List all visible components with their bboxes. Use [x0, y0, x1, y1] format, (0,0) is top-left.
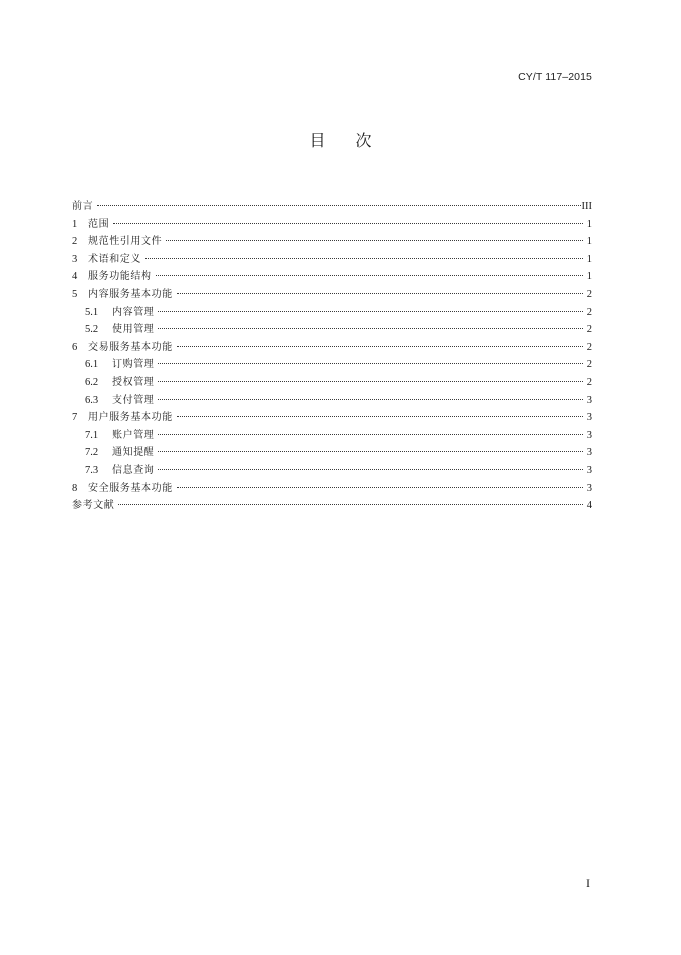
toc-entry-page: 3: [586, 429, 592, 441]
toc-entry[interactable]: [72, 339, 592, 357]
toc-entry-number: 2: [72, 236, 78, 248]
toc-entry-title: 信息查询: [112, 464, 155, 476]
toc-entry-page: 1: [586, 271, 592, 283]
toc-entry-title: 账户管理: [112, 429, 155, 441]
toc-entry[interactable]: [72, 356, 592, 374]
toc-entry-page: 4: [586, 500, 592, 512]
toc-dot-leader: [177, 293, 583, 294]
toc-entry-title: 内容管理: [112, 306, 155, 318]
toc-entry-title: 规范性引用文件: [88, 236, 163, 248]
toc-entry-title: 安全服务基本功能: [88, 482, 173, 494]
toc-entry-page: 2: [586, 288, 592, 300]
toc-dot-leader: [177, 346, 583, 347]
toc-entry-number: 7: [72, 412, 78, 424]
toc-entry-number: 5.2: [85, 324, 99, 336]
toc-dot-leader: [158, 451, 583, 452]
toc-entry-page: 1: [586, 253, 592, 265]
toc-dot-leader: [158, 434, 583, 435]
toc-entry-page: 3: [586, 394, 592, 406]
toc-entry[interactable]: [72, 251, 592, 269]
toc-entry[interactable]: [72, 409, 592, 427]
toc-entry-number: 6.3: [85, 394, 99, 406]
toc-dot-leader: [158, 328, 583, 329]
page-number: I: [586, 876, 590, 890]
toc-entry[interactable]: [72, 198, 592, 216]
toc-entry-number: 6.1: [85, 359, 99, 371]
toc-dot-leader: [177, 416, 583, 417]
toc-entry-number: 7.1: [85, 429, 99, 441]
toc-entry[interactable]: [72, 321, 592, 339]
toc-entry[interactable]: [72, 268, 592, 286]
toc-entry-title: 范围: [88, 218, 110, 230]
table-of-contents: [72, 198, 592, 515]
toc-dot-leader: [113, 223, 583, 224]
toc-entry-page: 3: [586, 447, 592, 459]
toc-entry-number: 6.2: [85, 376, 99, 388]
toc-entry[interactable]: [72, 462, 592, 480]
toc-title-char-1: 目: [309, 131, 326, 150]
toc-entry-number: 3: [72, 253, 78, 265]
toc-dot-leader: [97, 205, 580, 206]
toc-entry[interactable]: [72, 304, 592, 322]
toc-dot-leader: [158, 469, 583, 470]
toc-entry[interactable]: [72, 233, 592, 251]
toc-entry[interactable]: [72, 427, 592, 445]
toc-dot-leader: [158, 381, 583, 382]
toc-entry-number: 7.2: [85, 447, 99, 459]
toc-entry[interactable]: [72, 497, 592, 515]
toc-entry-number: 4: [72, 271, 78, 283]
toc-entry-page: III: [581, 201, 592, 212]
toc-dot-leader: [158, 399, 583, 400]
toc-entry-page: 2: [586, 324, 592, 336]
toc-entry-page: 1: [586, 236, 592, 248]
toc-entry-page: 3: [586, 482, 592, 494]
toc-entry-number: 6: [72, 341, 78, 353]
toc-dot-leader: [158, 363, 583, 364]
toc-dot-leader: [145, 258, 583, 259]
toc-entry-title: 术语和定义: [88, 253, 141, 265]
toc-title: [0, 128, 681, 151]
toc-entry-number: 8: [72, 482, 78, 494]
toc-entry[interactable]: [72, 480, 592, 498]
toc-entry-number: 5: [72, 288, 78, 300]
toc-entry-title: 用户服务基本功能: [88, 412, 173, 424]
toc-entry-title: 前言: [72, 201, 94, 212]
toc-entry-number: 5.1: [85, 306, 99, 318]
toc-entry[interactable]: [72, 286, 592, 304]
toc-entry-title: 交易服务基本功能: [88, 341, 173, 353]
toc-entry-title: 订购管理: [112, 359, 155, 371]
toc-entry-title: 服务功能结构: [88, 271, 152, 283]
toc-entry-number: 1: [72, 218, 78, 230]
toc-entry-page: 2: [586, 376, 592, 388]
toc-dot-leader: [166, 240, 583, 241]
toc-entry[interactable]: [72, 374, 592, 392]
toc-entry[interactable]: [72, 444, 592, 462]
toc-entry-page: 3: [586, 464, 592, 476]
toc-entry-title: 授权管理: [112, 376, 155, 388]
toc-entry-title: 支付管理: [112, 394, 155, 406]
toc-entry-title: 使用管理: [112, 324, 155, 336]
toc-title-char-2: 次: [355, 131, 372, 150]
toc-entry-page: 2: [586, 306, 592, 318]
toc-entry[interactable]: [72, 216, 592, 234]
toc-entry[interactable]: [72, 392, 592, 410]
toc-entry-page: 2: [586, 359, 592, 371]
toc-dot-leader: [177, 487, 583, 488]
toc-entry-title: 参考文献: [72, 500, 115, 512]
toc-entry-number: 7.3: [85, 464, 99, 476]
toc-dot-leader: [156, 275, 583, 276]
toc-entry-page: 1: [586, 218, 592, 230]
toc-entry-page: 3: [586, 412, 592, 424]
toc-dot-leader: [158, 311, 583, 312]
toc-dot-leader: [118, 504, 583, 505]
toc-entry-title: 内容服务基本功能: [88, 288, 173, 300]
toc-entry-title: 通知提醒: [112, 447, 155, 459]
standard-code: CY/T 117–2015: [518, 71, 592, 83]
toc-entry-page: 2: [586, 341, 592, 353]
